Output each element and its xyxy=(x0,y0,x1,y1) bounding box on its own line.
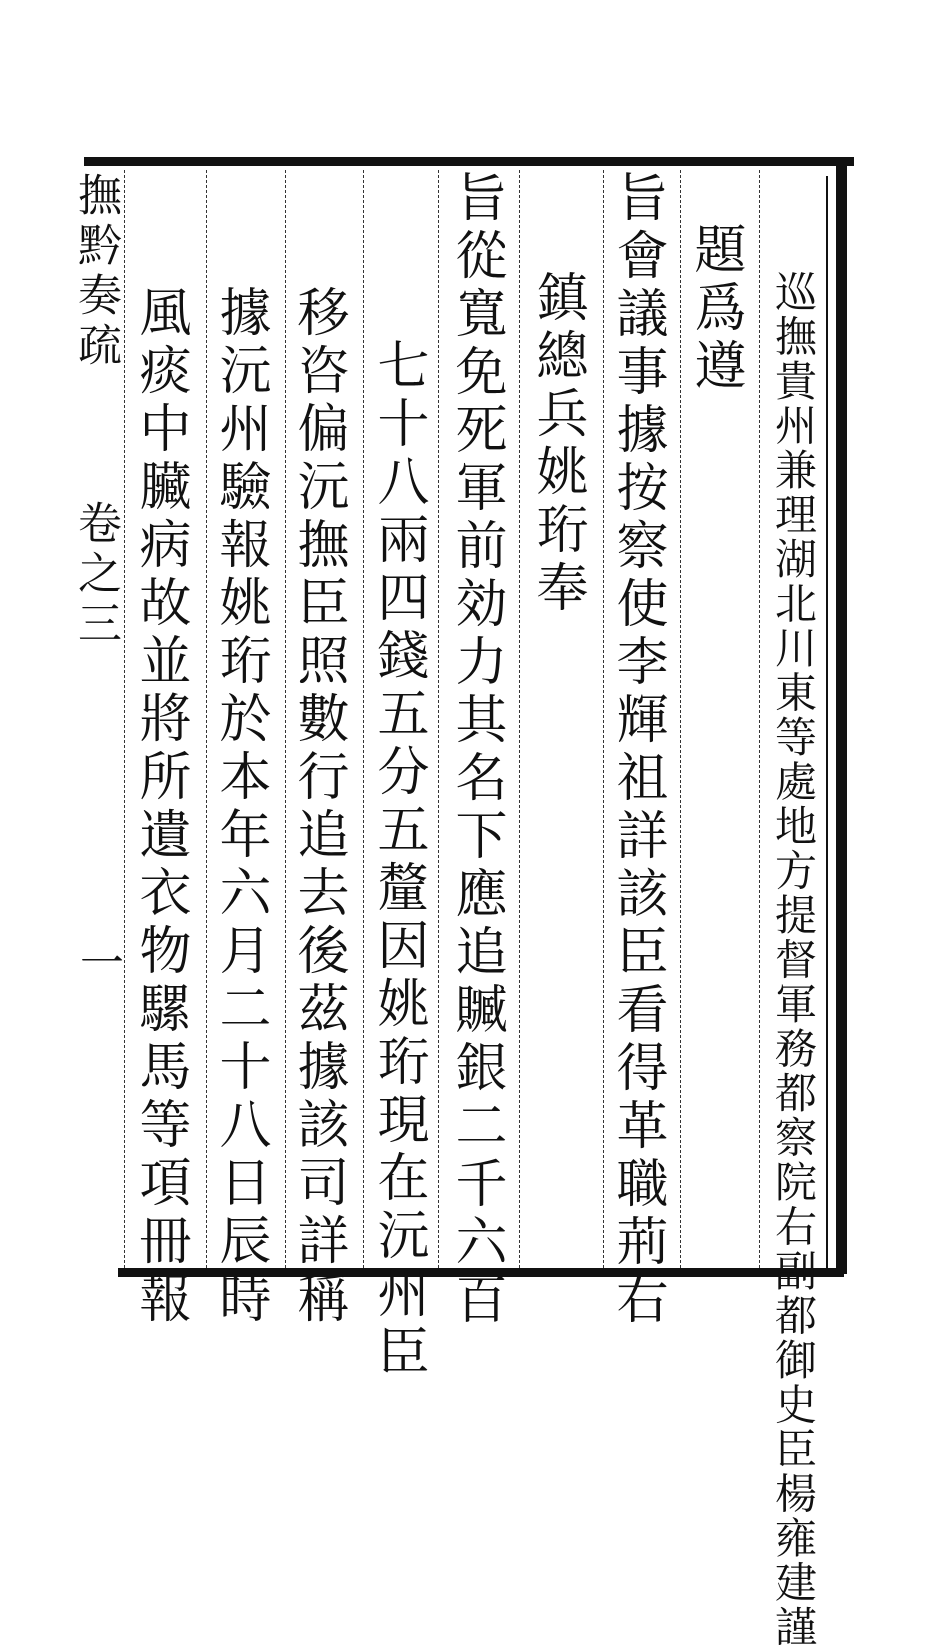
text-column: 旨從寬免死軍前効力其名下應追贓銀二千六百 xyxy=(446,170,506,1330)
text-column: 鎮總兵姚珩奉 xyxy=(527,270,587,618)
column-divider xyxy=(519,170,521,1268)
top-border-rule xyxy=(84,157,854,166)
text-column: 據沅州驗報姚珩於本年六月二十八日辰時 xyxy=(210,285,270,1329)
text-column: 風痰中臟病故並將所遺衣物騾馬等項冊報 xyxy=(130,285,190,1329)
right-border-rule xyxy=(836,160,847,1274)
margin-book-title: 撫黔奏疏 xyxy=(70,172,121,372)
text-column: 七十八兩四錢五分五釐因姚珩現在沅州臣 xyxy=(368,338,428,1382)
text-column-official-title: 巡撫貴州兼理湖北川東等處地方提督軍務都察院右副都御史臣楊雍建謹 xyxy=(769,270,818,1650)
text-column: 旨會議事據按察使李輝祖詳該臣看得革職荊右 xyxy=(607,170,667,1330)
text-column: 題爲遵 xyxy=(685,222,745,396)
text-column: 移咨偏沅撫臣照數行追去後茲據該司詳稱 xyxy=(288,285,348,1329)
margin-volume-label: 卷之三 xyxy=(70,500,121,650)
column-divider xyxy=(438,170,440,1268)
margin-folio-number: 一 xyxy=(80,938,124,989)
